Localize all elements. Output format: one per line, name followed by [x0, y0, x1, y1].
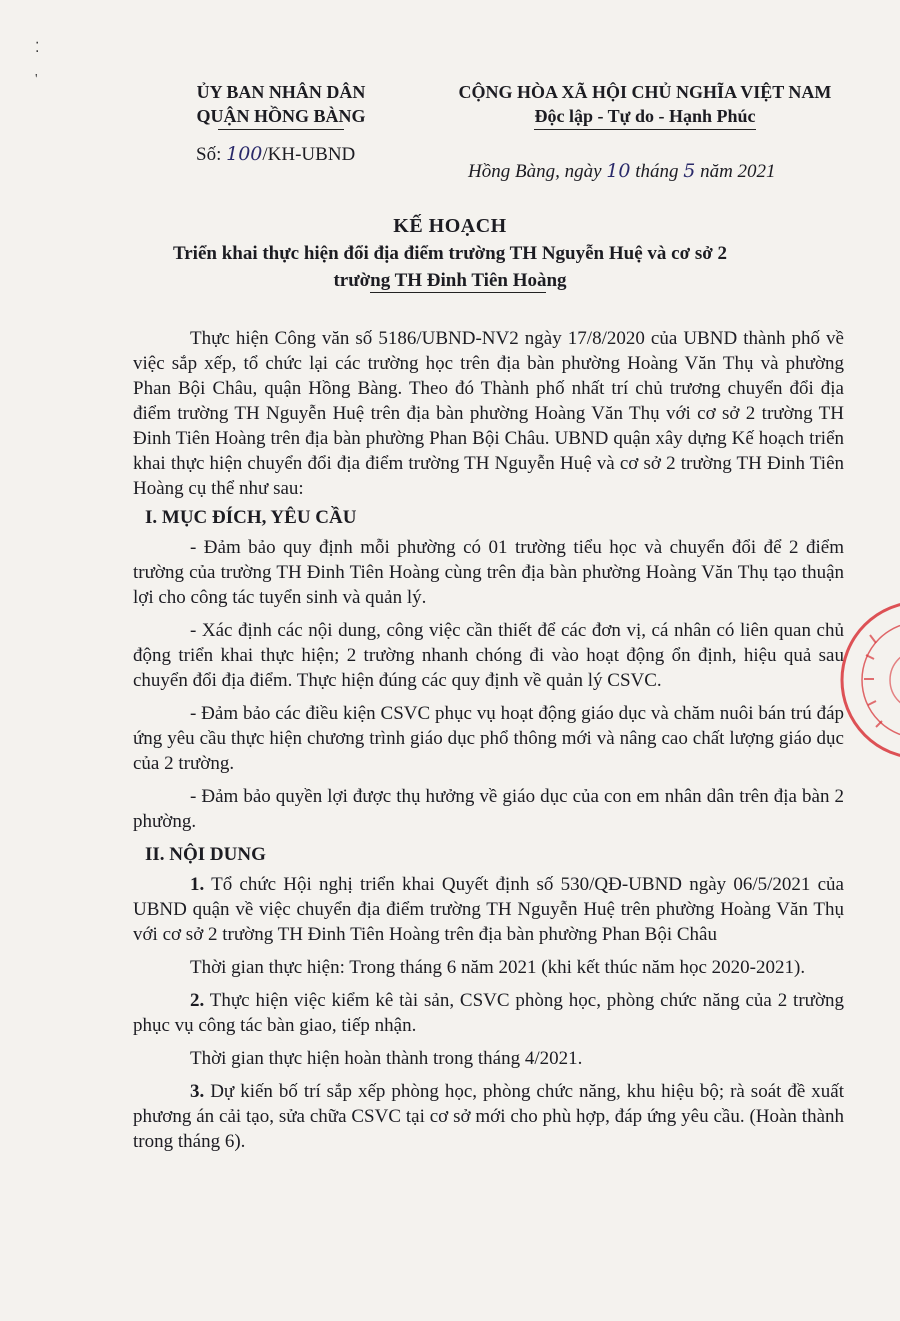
- title-line-3c: ng: [546, 270, 567, 291]
- title-line-3a: trườ: [333, 270, 371, 291]
- content-item-3-text: Dự kiến bố trí sắp xếp phòng học, phòng chức năng, khu hiệu bộ; rà soát đề xuất phương án cải tạo, sửa chữa CSVC tại cơ sở mới cho phù hợp, đáp ứng yêu cầu. (Hoàn thành trong tháng 6).: [133, 1081, 844, 1152]
- purpose-item-1: - Đảm bảo quy định mỗi phường có 01 trường tiểu học và chuyển đổi để 2 điểm trường của trường TH Đinh Tiên Hoàng cùng trên địa bàn phường Hoàng Văn Thụ tạo thuận lợi cho công tác tuyển sinh và quản lý.: [133, 537, 844, 608]
- doc-number-prefix: Số:: [196, 144, 227, 165]
- document-number: [196, 143, 355, 166]
- purpose-item-2: - Xác định các nội dung, công việc cần thiết để các đơn vị, cá nhân có liên quan chủ động triển khai thực hiện; 2 trường nhanh chóng đi vào hoạt động ổn định, hiệu quả sau chuyển đổi địa điểm. Thực hiện đúng các quy định về quản lý CSVC.: [133, 620, 844, 691]
- content-item-2-text: Thực hiện việc kiểm kê tài sản, CSVC phòng học, phòng chức năng của 2 trường phục vụ công tác bàn giao, tiếp nhận.: [133, 990, 844, 1036]
- official-seal-stamp: [840, 595, 900, 765]
- content-item-1: [133, 872, 844, 947]
- scan-speck: ': [35, 72, 38, 87]
- doc-number-suffix: /KH-UBND: [262, 144, 356, 165]
- authority-line-2: QUẬN HỒNG BÀNG: [196, 106, 366, 126]
- date-part-1: Hồng Bàng, ngày: [468, 161, 607, 182]
- title-line-3: [333, 267, 566, 294]
- section-heading-1: I. MỤC ĐÍCH, YÊU CẦU: [145, 507, 357, 528]
- national-motto: Độc lập - Tự do - Hạnh Phúc: [534, 104, 755, 130]
- content-item-1-number: 1.: [190, 874, 205, 895]
- content-item-1-time: Thời gian thực hiện: Trong tháng 6 năm 2021 (khi kết thúc năm học 2020-2021).: [190, 957, 806, 978]
- date-day-handwritten: 10: [606, 160, 631, 182]
- date-part-2: tháng: [630, 161, 684, 182]
- issuing-authority: [186, 80, 376, 128]
- content-item-3: [133, 1079, 844, 1154]
- national-heading: [440, 80, 850, 130]
- document-body: [133, 326, 844, 1154]
- title-line-3b: ng TH Đinh Tiên Hoà: [370, 270, 547, 291]
- title-line-2: Triển khai thực hiện đổi địa điểm trường TH Nguyễn Huệ và cơ sở 2: [172, 243, 728, 264]
- place-date: [468, 160, 776, 183]
- intro-paragraph: Thực hiện Công văn số 5186/UBND-NV2 ngày 17/8/2020 của UBND thành phố về việc sắp xếp, tổ chức lại các trường học trên địa bàn phường Hoàng Văn Thụ và phường Phan Bội Châu, quận Hồng Bàng. Theo đó Thành phố nhất trí chủ trương chuyển đổi địa điểm trường TH Nguyễn Huệ trên địa bàn phường Hoàng Văn Thụ với cơ sở 2 trường TH Đinh Tiên Hoàng trên địa bàn phường Phan Bội Châu. UBND quận xây dựng Kế hoạch triển khai thực hiện chuyển đổi địa điểm trường TH Nguyễn Huệ và cơ sở 2 trường TH Đinh Tiên Hoàng cụ thể như sau:: [133, 328, 844, 499]
- date-part-3: năm 2021: [695, 161, 776, 182]
- document-title: [100, 213, 800, 294]
- scan-speck: ⁚: [35, 41, 40, 56]
- purpose-item-3: - Đảm bảo các điều kiện CSVC phục vụ hoạt động giáo dục và chăm nuôi bán trú đáp ứng yêu cầu thực hiện chương trình giáo dục phổ thông mới và nâng cao chất lượng giáo dục của 2 trường.: [133, 703, 844, 774]
- content-item-3-number: 3.: [190, 1081, 205, 1102]
- content-item-2-time: Thời gian thực hiện hoàn thành trong tháng 4/2021.: [190, 1048, 583, 1069]
- title-line-1: KẾ HOẠCH: [393, 215, 507, 237]
- content-item-1-text: Tổ chức Hội nghị triển khai Quyết định số 530/QĐ-UBND ngày 06/5/2021 của UBND quận về việc chuyển địa điểm trường TH Nguyễn Huệ trên phường Hoàng Văn Thụ với cơ sở 2 trường TH Đinh Tiên Hoàng trên địa bàn phường Phan Bội Châu: [133, 874, 844, 945]
- content-item-2-number: 2.: [190, 990, 205, 1011]
- authority-line-1: ỦY BAN NHÂN DÂN: [196, 82, 366, 102]
- section-heading-2: II. NỘI DUNG: [145, 844, 266, 865]
- date-month-handwritten: 5: [683, 160, 696, 182]
- doc-number-handwritten: 100: [226, 143, 263, 165]
- content-item-2: [133, 988, 844, 1038]
- purpose-item-4: - Đảm bảo quyền lợi được thụ hưởng về giáo dục của con em nhân dân trên địa bàn 2 phường.: [133, 786, 844, 832]
- nation-name: CỘNG HÒA XÃ HỘI CHỦ NGHĨA VIỆT NAM: [458, 82, 832, 102]
